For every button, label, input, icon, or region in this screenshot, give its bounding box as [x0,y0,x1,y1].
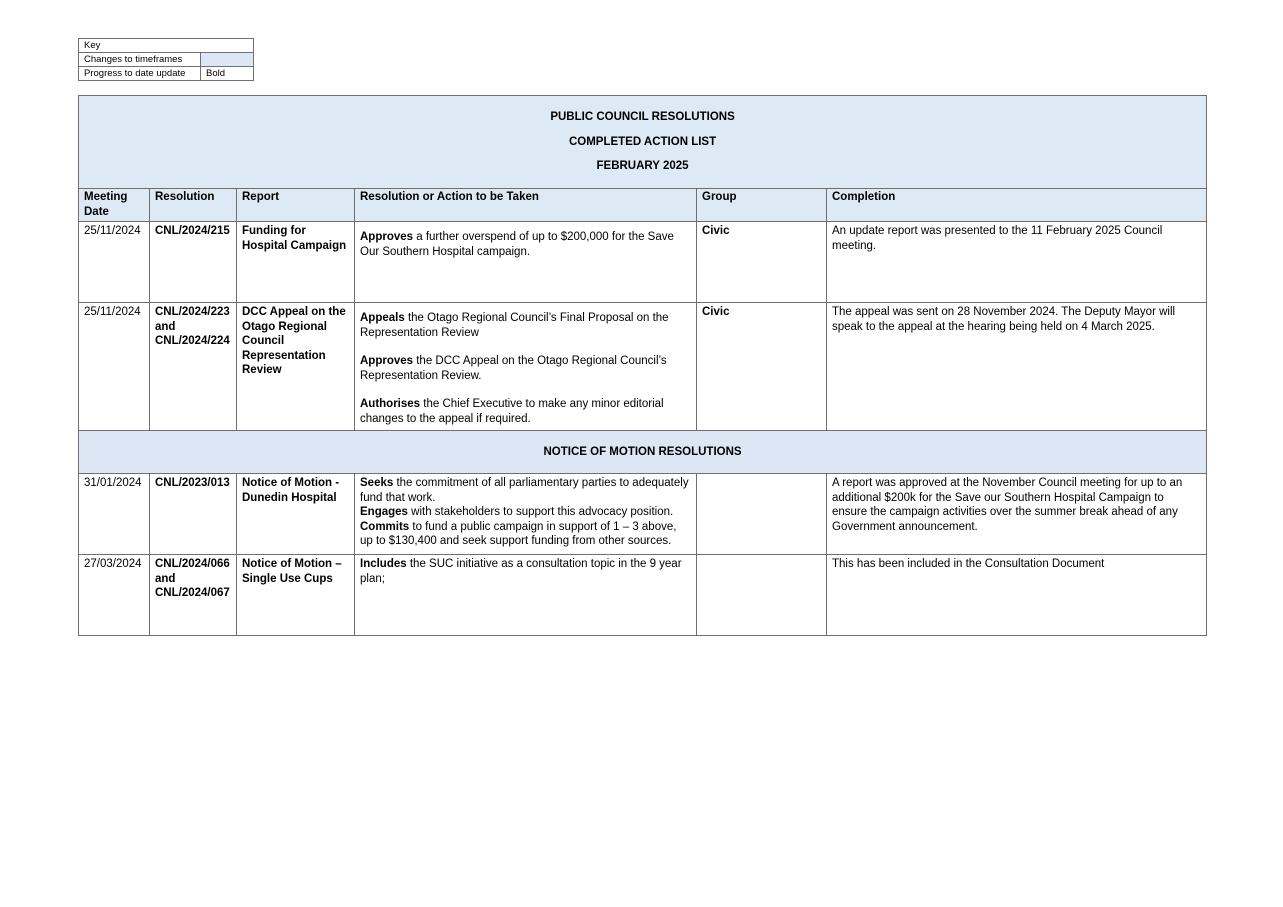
report-title: Notice of Motion - Dunedin Hospital [237,474,355,555]
key-value-bold: Bold [201,67,254,81]
section-title: NOTICE OF MOTION RESOLUTIONS [79,431,1207,474]
table-row [79,303,1207,431]
table-row [79,555,1207,636]
table-row [79,222,1207,303]
header-subtitle: COMPLETED ACTION LIST [568,135,717,148]
action-cell [355,474,697,555]
col-report: Report [237,189,355,222]
completion: A report was approved at the November Council meeting for up to an additional $200k for the Save our Southern Hospital Campaign to ensure the campaign activities over the summer break ahead of any Government announcement. [827,474,1207,555]
resolution-id: CNL/2024/215 [150,222,237,303]
document-header [79,96,1207,189]
completion: This has been included in the Consultation Document [827,555,1207,636]
column-header-row [79,189,1207,222]
action-item: Includes the SUC initiative as a consultation topic in the 9 year plan; [360,558,682,585]
action-item: Commits to fund a public campaign in support of 1 – 3 above, up to $130,400 and seek support funding from other sources. [360,520,677,547]
col-action: Resolution or Action to be Taken [355,189,697,222]
header-title: PUBLIC COUNCIL RESOLUTIONS [550,111,735,124]
action-list-table [78,95,1207,636]
action-item: Seeks the commitment of all parliamentary parties to adequately fund that work. [360,477,689,504]
action-item: Authorises the Chief Executive to make any minor editorial changes to the appeal if required. [360,398,664,425]
table-row [79,474,1207,555]
meeting-date: 25/11/2024 [79,303,150,431]
col-group: Group [697,189,827,222]
action-item: Approves a further overspend of up to $200,000 for the Save Our Southern Hospital campaign. [360,231,674,258]
group [697,474,827,555]
key-label-timeframes: Changes to timeframes [79,53,201,67]
action-item: Engages with stakeholders to support this advocacy position. [360,506,674,518]
key-table [78,38,254,81]
header-date: FEBRUARY 2025 [596,160,689,173]
resolution-id: CNL/2023/013 [150,474,237,555]
resolution-id: CNL/2024/223 and CNL/2024/224 [150,303,237,431]
col-meeting-date: Meeting Date [79,189,150,222]
completion: The appeal was sent on 28 November 2024. The Deputy Mayor will speak to the appeal at the hearing being held on 4 March 2025. [827,303,1207,431]
report-title: DCC Appeal on the Otago Regional Council Representation Review [237,303,355,431]
report-title: Notice of Motion – Single Use Cups [237,555,355,636]
action-cell [355,303,697,431]
key-swatch [201,53,254,67]
meeting-date: 27/03/2024 [79,555,150,636]
completion: An update report was presented to the 11 February 2025 Council meeting. [827,222,1207,303]
group [697,555,827,636]
key-title: Key [79,39,254,53]
col-resolution: Resolution [150,189,237,222]
report-title: Funding for Hospital Campaign [237,222,355,303]
key-label-progress: Progress to date update [79,67,201,81]
group: Civic [697,222,827,303]
action-item: Approves the DCC Appeal on the Otago Regional Council’s Representation Review. [360,355,667,382]
action-cell [355,555,697,636]
action-item: Appeals the Otago Regional Council’s Final Proposal on the Representation Review [360,312,669,339]
section-row [79,431,1207,474]
resolution-id: CNL/2024/066 and CNL/2024/067 [150,555,237,636]
col-completion: Completion [827,189,1207,222]
action-cell [355,222,697,303]
meeting-date: 31/01/2024 [79,474,150,555]
meeting-date: 25/11/2024 [79,222,150,303]
group: Civic [697,303,827,431]
